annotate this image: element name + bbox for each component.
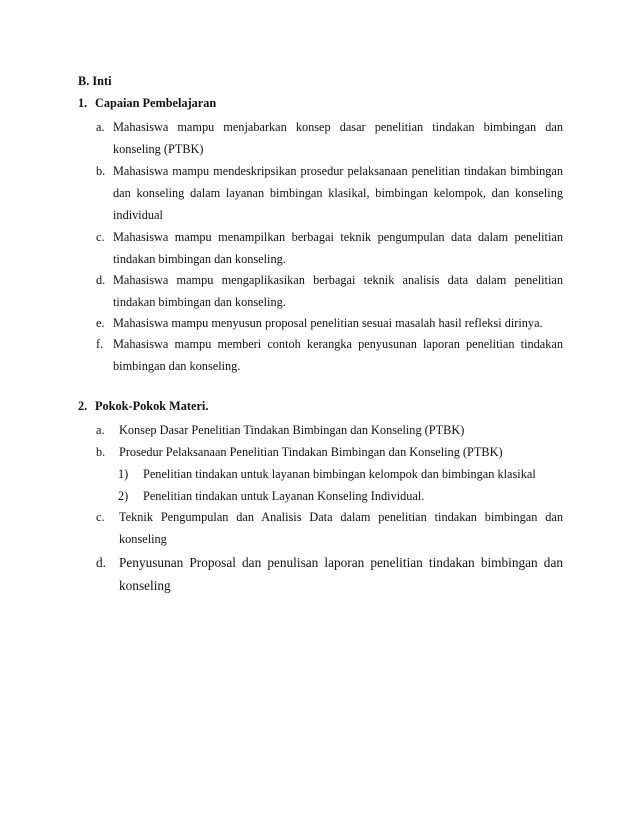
list-marker: f.: [96, 337, 104, 351]
list-item-text: Mahasiswa mampu mendeskripsikan prosedur pelaksanaan penelitian tindakan bimbingan dan konseling dalam layanan bimbingan klasikal, bimbingan kelompok, dan konseling individual: [113, 164, 563, 223]
sub-list-item-text: Penelitian tindakan untuk layanan bimbingan kelompok dan bimbingan klasikal: [143, 467, 536, 481]
list-item: [96, 506, 563, 550]
sub-list-marker: 2): [118, 489, 129, 503]
section-1-label: Capaian Pembelajaran: [95, 96, 217, 110]
list-marker: c.: [96, 230, 105, 244]
list-item: [96, 551, 563, 597]
list-marker: b.: [96, 445, 106, 459]
list-marker: c.: [96, 510, 105, 524]
list-item: [96, 160, 563, 227]
list-marker: d.: [96, 273, 106, 287]
sub-list-item: [118, 485, 563, 507]
section-2-number: 2.: [78, 399, 88, 413]
list-item: [96, 269, 563, 313]
list-item: [96, 333, 563, 377]
list-item-text: Teknik Pengumpulan dan Analisis Data dalam penelitian tindakan bimbingan dan konseling: [119, 510, 563, 547]
list-item-text: Mahasiswa mampu menampilkan berbagai teknik pengumpulan data dalam penelitian tindakan bimbingan dan konseling.: [113, 230, 563, 267]
list-marker: d.: [96, 555, 106, 570]
list-item-text: Penyusunan Proposal dan penulisan laporan penelitian tindakan bimbingan dan konseling: [119, 555, 563, 593]
list-item-text: Konsep Dasar Penelitian Tindakan Bimbingan dan Konseling (PTBK): [119, 423, 465, 437]
section-2-title: [78, 399, 208, 414]
list-item: [96, 419, 563, 441]
sub-list-item-text: Penelitian tindakan untuk Layanan Konseling Individual.: [143, 489, 425, 503]
list-item: [96, 312, 563, 334]
list-item-text: Prosedur Pelaksanaan Penelitian Tindakan Bimbingan dan Konseling (PTBK): [119, 445, 503, 459]
list-item: [96, 116, 563, 160]
list-marker: e.: [96, 316, 105, 330]
section-2-label: Pokok-Pokok Materi.: [95, 399, 209, 413]
list-item-text: Mahasiswa mampu menyusun proposal penelitian sesuai masalah hasil refleksi dirinya.: [113, 316, 543, 330]
list-item-text: Mahasiswa mampu mengaplikasikan berbagai teknik analisis data dalam penelitian tindakan bimbingan dan konseling.: [113, 273, 563, 310]
section-1-title: [78, 96, 216, 111]
sub-list-marker: 1): [118, 467, 129, 481]
list-marker: a.: [96, 120, 105, 134]
section-heading: B. Inti: [78, 74, 112, 88]
list-item: [96, 441, 563, 463]
list-item: [96, 226, 563, 270]
list-marker: b.: [96, 164, 106, 178]
list-item-text: Mahasiswa mampu menjabarkan konsep dasar penelitian tindakan bimbingan dan konseling (PTBK): [113, 120, 563, 157]
section-1-number: 1.: [78, 96, 88, 110]
list-item-text: Mahasiswa mampu memberi contoh kerangka penyusunan laporan penelitian tindakan bimbingan dan konseling.: [113, 337, 563, 374]
sub-list-item: [118, 463, 563, 485]
list-marker: a.: [96, 423, 105, 437]
